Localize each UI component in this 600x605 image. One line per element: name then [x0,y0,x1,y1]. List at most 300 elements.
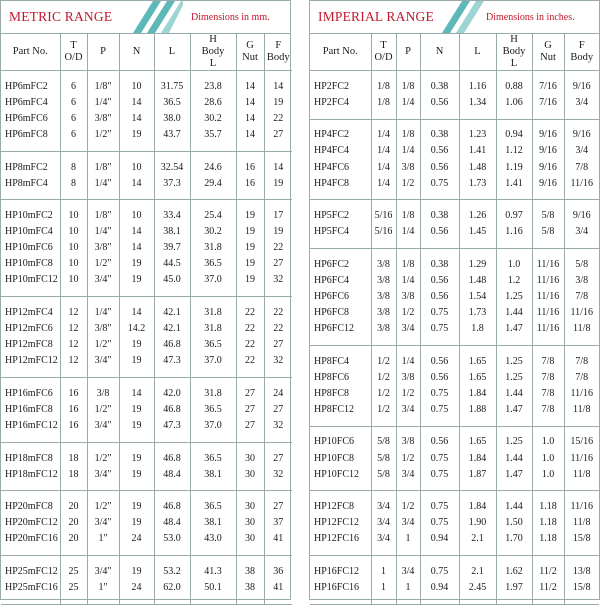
spacer-cell [1,491,60,499]
value-cell: 0.75 [420,321,459,337]
group-spacer [310,491,599,499]
group-separator [1,289,292,297]
spacer-cell [87,491,119,499]
group-separator [1,369,292,377]
part-number-cell: HP12FC16 [310,531,371,547]
value-cell: 1.12 [496,143,532,159]
spacer-cell [264,192,292,200]
value-cell: 14 [236,127,264,143]
value-cell: 3/8 [371,273,396,289]
spacer-cell [371,200,396,208]
value-cell: 27 [273,403,284,415]
value-cell: 14 [236,95,264,111]
part-number-cell: HP25mFC12 [1,564,60,580]
part-number-cell: HP16mFC12 [1,418,60,434]
spacer-cell [371,491,396,499]
value-cell: 19 [119,127,154,143]
group-separator [310,418,599,426]
value-cell: 3/8 [371,321,396,337]
value-cell: 19 [273,177,284,189]
spacer-cell [119,151,154,159]
spacer-cell [236,143,264,151]
table-row [310,434,599,450]
spacer-cell [310,71,371,79]
value-cell: 1.0 [532,467,564,483]
part-number-cell: HP16FC16 [310,580,371,596]
value-cell: 2.45 [459,580,496,596]
spacer-cell [532,418,564,426]
value-cell: 0.56 [420,95,459,111]
spacer-cell [396,111,420,119]
spacer-cell [420,192,459,200]
spacer-cell [154,71,190,79]
value-cell: 8 [60,176,87,192]
spacer-cell [264,200,292,208]
column-header: H Body L [190,34,236,71]
spacer-cell [564,71,599,79]
value-cell: 24 [273,387,284,399]
value-cell: 14 [119,305,154,321]
spacer-cell [190,200,236,208]
imperial-header-row [310,34,599,71]
spacer-cell [236,369,264,377]
value-cell: 0.75 [420,564,459,580]
value-cell: 1.62 [496,564,532,580]
spacer-cell [236,71,264,79]
value-cell: 9/16 [532,160,564,176]
value-cell: 19 [119,467,154,483]
spacer-cell [190,483,236,491]
value-cell: 36 [273,565,284,577]
value-cell: 1.44 [496,451,532,467]
spacer-cell [532,483,564,491]
spacer-cell [371,249,396,257]
table-row [310,531,599,547]
spacer-cell [87,297,119,305]
value-cell: 1.29 [459,257,496,273]
value-cell: 28.6 [190,95,236,111]
spacer-cell [396,71,420,79]
value-cell: 31.8 [190,305,236,321]
spacer-cell [496,249,532,257]
value-cell: 15/8 [572,581,591,593]
value-cell: 12 [60,353,87,369]
table-row [310,515,599,531]
value-cell: 16 [60,418,87,434]
column-header: H Body L [496,34,532,71]
spacer-cell [87,378,119,386]
value-cell: 3/8 [396,370,420,386]
value-cell: 46.8 [154,451,190,467]
metric-table [1,34,292,605]
value-cell: 1.34 [459,95,496,111]
value-cell: 9/16 [532,176,564,192]
part-number-cell: HP4FC8 [310,176,371,192]
column-header: N [420,34,459,71]
table-row [1,272,292,288]
value-cell: 3/4" [87,353,119,369]
value-cell: 3/4 [396,402,420,418]
spacer-cell [190,369,236,377]
value-cell: 1.73 [459,176,496,192]
value-cell: 1.90 [459,515,496,531]
value-cell: 6 [60,95,87,111]
value-cell: 1 [396,580,420,596]
value-cell: 19 [119,402,154,418]
value-cell: 47.3 [154,353,190,369]
spacer-cell [1,297,60,305]
table-row [310,224,599,240]
group-separator [310,192,599,200]
spacer-cell [310,111,371,119]
spacer-cell [396,345,420,353]
spacer-cell [190,442,236,450]
spacer-cell [459,200,496,208]
value-cell: 5/8 [575,258,589,270]
value-cell: 47.3 [154,418,190,434]
spacer-cell [310,418,371,426]
value-cell: 9/16 [532,143,564,159]
spacer-cell [119,143,154,151]
group-separator [310,547,599,555]
spacer-cell [264,378,292,386]
value-cell: 19 [119,451,154,467]
spacer-cell [236,192,264,200]
spacer-cell [60,483,87,491]
spacer-cell [87,71,119,79]
value-cell: 7/8 [575,290,589,302]
group-separator [310,483,599,491]
value-cell: 11/8 [573,323,591,335]
value-cell: 9/16 [572,210,591,222]
spacer-cell [264,297,292,305]
spacer-cell [496,547,532,555]
spacer-cell [154,192,190,200]
value-cell: 30 [236,515,264,531]
spacer-cell [532,119,564,127]
spacer-cell [371,418,396,426]
spacer-cell [119,596,154,604]
part-number-cell: HP6FC12 [310,321,371,337]
spacer-cell [564,556,599,564]
value-cell: 12 [60,337,87,353]
value-cell: 1.18 [532,515,564,531]
table-row [1,224,292,240]
value-cell: 1" [87,531,119,547]
spacer-cell [60,596,87,604]
value-cell: 36.5 [190,256,236,272]
value-cell: 24.6 [190,160,236,176]
value-cell: 0.38 [420,208,459,224]
table-row [310,79,599,95]
value-cell: 8 [60,160,87,176]
spacer-cell [60,192,87,200]
value-cell: 3/4" [87,467,119,483]
spacer-cell [496,192,532,200]
value-cell: 27 [273,452,284,464]
value-cell: 0.75 [420,451,459,467]
column-header: F Body [564,34,599,71]
spacer-cell [310,337,371,345]
spacer-cell [119,297,154,305]
value-cell: 0.56 [420,434,459,450]
spacer-cell [190,434,236,442]
part-number-cell: HP6FC4 [310,273,371,289]
value-cell: 16 [236,160,264,176]
table-row [1,451,292,467]
value-cell: 0.56 [420,273,459,289]
spacer-cell [1,192,60,200]
part-number-cell: HP5FC4 [310,224,371,240]
value-cell: 1/8" [87,208,119,224]
table-row [1,321,292,337]
value-cell: 1/2" [87,256,119,272]
metric-range-title: METRIC RANGE [9,9,113,24]
spacer-cell [496,337,532,345]
value-cell: 32.54 [154,160,190,176]
table-row [1,353,292,369]
value-cell: 3/4" [87,515,119,531]
spacer-cell [310,249,371,257]
value-cell: 37.0 [190,272,236,288]
group-spacer [1,378,292,386]
spacer-cell [87,434,119,442]
spacer-cell [371,192,396,200]
part-number-cell: HP8FC12 [310,402,371,418]
value-cell: 14 [119,224,154,240]
value-cell: 0.75 [420,467,459,483]
value-cell: 11/16 [570,387,593,399]
spacer-cell [396,556,420,564]
spacer-cell [310,483,371,491]
value-cell: 10 [119,208,154,224]
value-cell: 1/4 [396,273,420,289]
spacer-cell [532,240,564,248]
group-spacer [1,556,292,564]
spacer-cell [564,596,599,604]
spacer-cell [420,418,459,426]
value-cell: 18 [60,451,87,467]
group-spacer [310,556,599,564]
group-spacer [1,442,292,450]
part-number-cell: HP18mFC8 [1,451,60,467]
spacer-cell [564,240,599,248]
value-cell: 12 [60,321,87,337]
part-number-cell: HP8mFC4 [1,176,60,192]
value-cell: 19 [119,418,154,434]
spacer-cell [420,249,459,257]
spacer-cell [532,111,564,119]
value-cell: 38 [236,564,264,580]
spacer-cell [310,345,371,353]
value-cell: 31.8 [190,386,236,402]
value-cell: 3/4" [87,564,119,580]
spacer-cell [420,337,459,345]
value-cell: 1/4 [371,127,396,143]
spacer-cell [264,547,292,555]
value-cell: 25 [60,580,87,596]
table-row [310,370,599,386]
spacer-cell [459,192,496,200]
spacer-cell [1,151,60,159]
group-separator [1,596,292,604]
value-cell: 0.94 [420,580,459,596]
value-cell: 3/8 [371,305,396,321]
value-cell: 1 [371,564,396,580]
spacer-cell [60,442,87,450]
spacer-cell [532,491,564,499]
value-cell: 32 [273,274,284,286]
value-cell: 7/8 [575,161,589,173]
value-cell: 14 [236,79,264,95]
value-cell: 11/8 [573,403,591,415]
spacer-cell [119,491,154,499]
spacer-cell [496,345,532,353]
value-cell: 19 [119,515,154,531]
spacer-cell [532,556,564,564]
spacer-cell [532,192,564,200]
spacer-cell [564,192,599,200]
spacer-cell [496,119,532,127]
value-cell: 32 [273,419,284,431]
spacer-cell [154,547,190,555]
part-number-cell: HP16FC12 [310,564,371,580]
spacer-cell [236,596,264,604]
value-cell: 10 [60,272,87,288]
group-spacer [1,151,292,159]
spacer-cell [1,434,60,442]
spacer-cell [190,556,236,564]
metric-table-body [1,71,292,605]
value-cell: 1/4 [371,160,396,176]
value-cell: 17 [273,210,284,222]
value-cell: 3/4 [575,96,589,108]
value-cell: 1.47 [496,321,532,337]
spacer-cell [310,192,371,200]
spacer-cell [496,596,532,604]
spacer-cell [396,483,420,491]
value-cell: 27 [273,128,284,140]
value-cell: 50.1 [190,580,236,596]
part-number-cell: HP8FC8 [310,386,371,402]
column-header: L [154,34,190,71]
value-cell: 1.47 [496,402,532,418]
table-row [310,564,599,580]
part-number-cell: HP16mFC8 [1,402,60,418]
value-cell: 15/8 [572,533,591,545]
spacer-cell [60,556,87,564]
spacer-cell [264,151,292,159]
value-cell: 27 [236,386,264,402]
table-row [310,176,599,192]
value-cell: 1/4" [87,224,119,240]
spacer-cell [264,71,292,79]
value-cell: 25.4 [190,208,236,224]
value-cell: 0.75 [420,499,459,515]
value-cell: 1.8 [459,321,496,337]
spacer-cell [190,596,236,604]
value-cell: 1/2" [87,127,119,143]
spacer-cell [119,556,154,564]
value-cell: 42.1 [154,321,190,337]
spacer-cell [310,596,371,604]
table-row [310,580,599,596]
spacer-cell [564,119,599,127]
value-cell: 0.97 [496,208,532,224]
value-cell: 0.56 [420,354,459,370]
value-cell: 14 [119,111,154,127]
table-row [1,240,292,256]
spacer-cell [236,289,264,297]
group-separator [1,192,292,200]
value-cell: 5/8 [371,467,396,483]
table-row [1,467,292,483]
value-cell: 22 [273,323,284,335]
group-spacer [310,119,599,127]
value-cell: 1.65 [459,370,496,386]
spacer-cell [190,192,236,200]
value-cell: 1/2 [371,402,396,418]
column-header: F Body [264,34,292,71]
spacer-cell [236,151,264,159]
spacer-cell [420,71,459,79]
spacer-cell [459,426,496,434]
group-spacer [1,297,292,305]
table-row [1,111,292,127]
value-cell: 30 [236,451,264,467]
value-cell: 19 [236,224,264,240]
decorative-stripes-icon [438,1,488,33]
value-cell: 3/4 [396,564,420,580]
value-cell: 1/2 [396,386,420,402]
spacer-cell [564,345,599,353]
value-cell: 1/4" [87,305,119,321]
value-cell: 30 [236,467,264,483]
spacer-cell [396,249,420,257]
column-header: N [119,34,154,71]
value-cell: 0.56 [420,370,459,386]
spacer-cell [119,547,154,555]
spacer-cell [310,200,371,208]
value-cell: 37.3 [154,176,190,192]
value-cell: 12 [60,305,87,321]
spacer-cell [1,442,60,450]
value-cell: 10 [119,79,154,95]
value-cell: 1.84 [459,499,496,515]
value-cell: 1/2 [371,354,396,370]
value-cell: 19 [119,256,154,272]
spacer-cell [459,119,496,127]
value-cell: 3/8" [87,321,119,337]
spacer-cell [264,289,292,297]
spacer-cell [60,143,87,151]
value-cell: 22 [236,337,264,353]
spacer-cell [496,483,532,491]
value-cell: 1/8" [87,160,119,176]
value-cell: 1.88 [459,402,496,418]
part-number-cell: HP12mFC8 [1,337,60,353]
spacer-cell [532,71,564,79]
table-row [310,451,599,467]
spacer-cell [87,442,119,450]
value-cell: 1.44 [496,499,532,515]
part-number-cell: HP6FC8 [310,305,371,321]
value-cell: 27 [236,418,264,434]
imperial-table-body [310,71,599,605]
table-row [1,386,292,402]
value-cell: 0.75 [420,176,459,192]
value-cell: 36.5 [154,95,190,111]
